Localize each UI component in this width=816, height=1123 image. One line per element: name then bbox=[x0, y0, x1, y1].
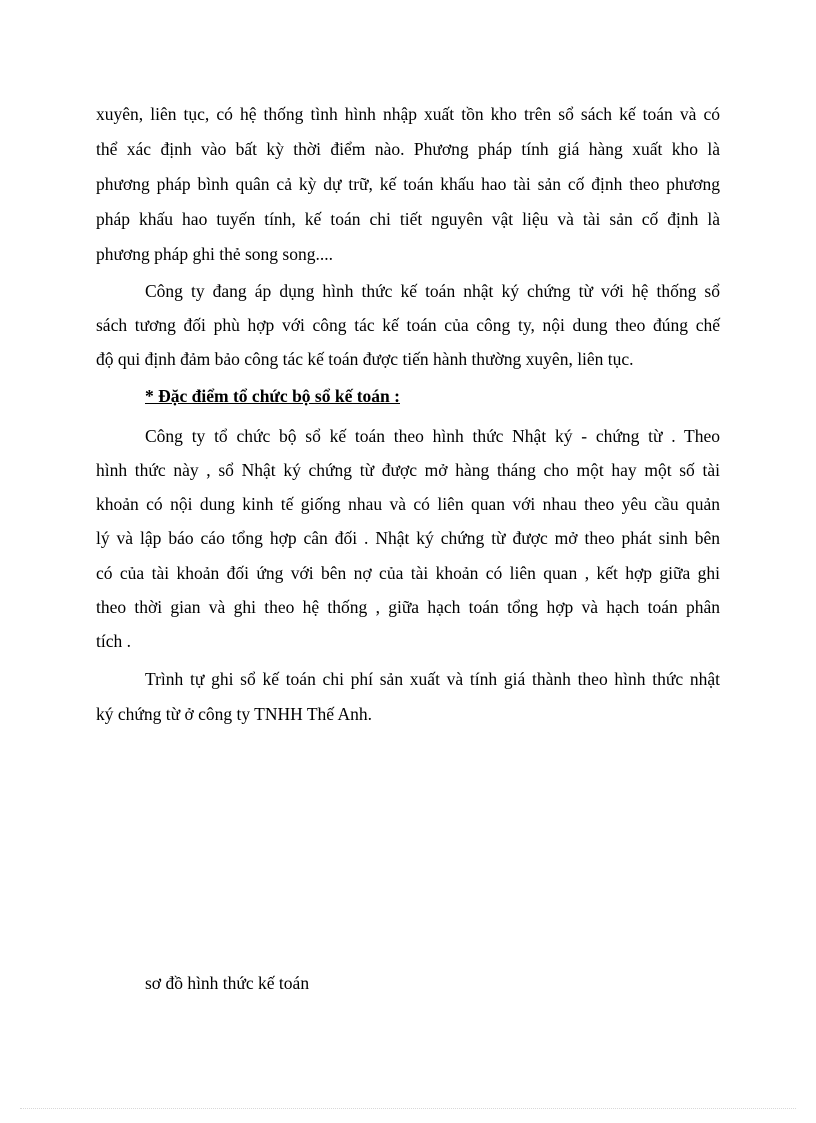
page-bottom-rule bbox=[20, 1108, 796, 1109]
paragraph-2-line-3: độ qui định đảm bảo công tác kế toán được tiến hành thường xuyên, liên tục. bbox=[96, 349, 634, 369]
diagram-caption: sơ đồ hình thức kế toán bbox=[145, 973, 310, 993]
paragraph-2-line-2: sách tương đối phù hợp với công tác kế toán của công ty, nội dung theo đúng chế bbox=[96, 315, 720, 335]
paragraph-2-line-1: Công ty đang áp dụng hình thức kế toán nhật ký chứng từ với hệ thống sổ bbox=[145, 281, 720, 301]
paragraph-3-line-7: tích . bbox=[96, 631, 131, 651]
paragraph-1-line-5: phương pháp ghi thẻ song song.... bbox=[96, 244, 333, 264]
section-heading: * Đặc điểm tổ chức bộ sổ kế toán : bbox=[145, 386, 400, 406]
paragraph-3-line-3: khoản có nội dung kinh tế giống nhau và có liên quan với nhau theo yêu cầu quản bbox=[96, 494, 720, 514]
paragraph-1-line-4: pháp khấu hao tuyến tính, kế toán chi tiết nguyên vật liệu và tài sản cố định là bbox=[96, 209, 720, 229]
paragraph-3-line-5: có của tài khoản đối ứng với bên nợ của tài khoản có liên quan , kết hợp giữa ghi bbox=[96, 563, 720, 583]
paragraph-1-line-1: xuyên, liên tục, có hệ thống tình hình nhập xuất tồn kho trên sổ sách kế toán và có bbox=[96, 104, 720, 124]
paragraph-1-line-2: thể xác định vào bất kỳ thời điểm nào. Phương pháp tính giá hàng xuất kho là bbox=[96, 139, 720, 159]
paragraph-3-line-1: Công ty tổ chức bộ sổ kế toán theo hình thức Nhật ký - chứng từ . Theo bbox=[145, 426, 720, 446]
paragraph-3-line-4: lý và lập báo cáo tổng hợp cân đối . Nhật ký chứng từ được mở theo phát sinh bên bbox=[96, 528, 720, 548]
paragraph-1-line-3: phương pháp bình quân cả kỳ dự trữ, kế toán khấu hao tài sản cố định theo phương bbox=[96, 174, 720, 194]
paragraph-4-line-2: ký chứng từ ở công ty TNHH Thế Anh. bbox=[96, 704, 372, 724]
paragraph-3-line-2: hình thức này , sổ Nhật ký chứng từ được mở hàng tháng cho một hay một số tài bbox=[96, 460, 720, 480]
paragraph-3-line-6: theo thời gian và ghi theo hệ thống , giữa hạch toán tổng hợp và hạch toán phân bbox=[96, 597, 720, 617]
paragraph-4-line-1: Trình tự ghi sổ kế toán chi phí sản xuất và tính giá thành theo hình thức nhật bbox=[145, 669, 720, 689]
